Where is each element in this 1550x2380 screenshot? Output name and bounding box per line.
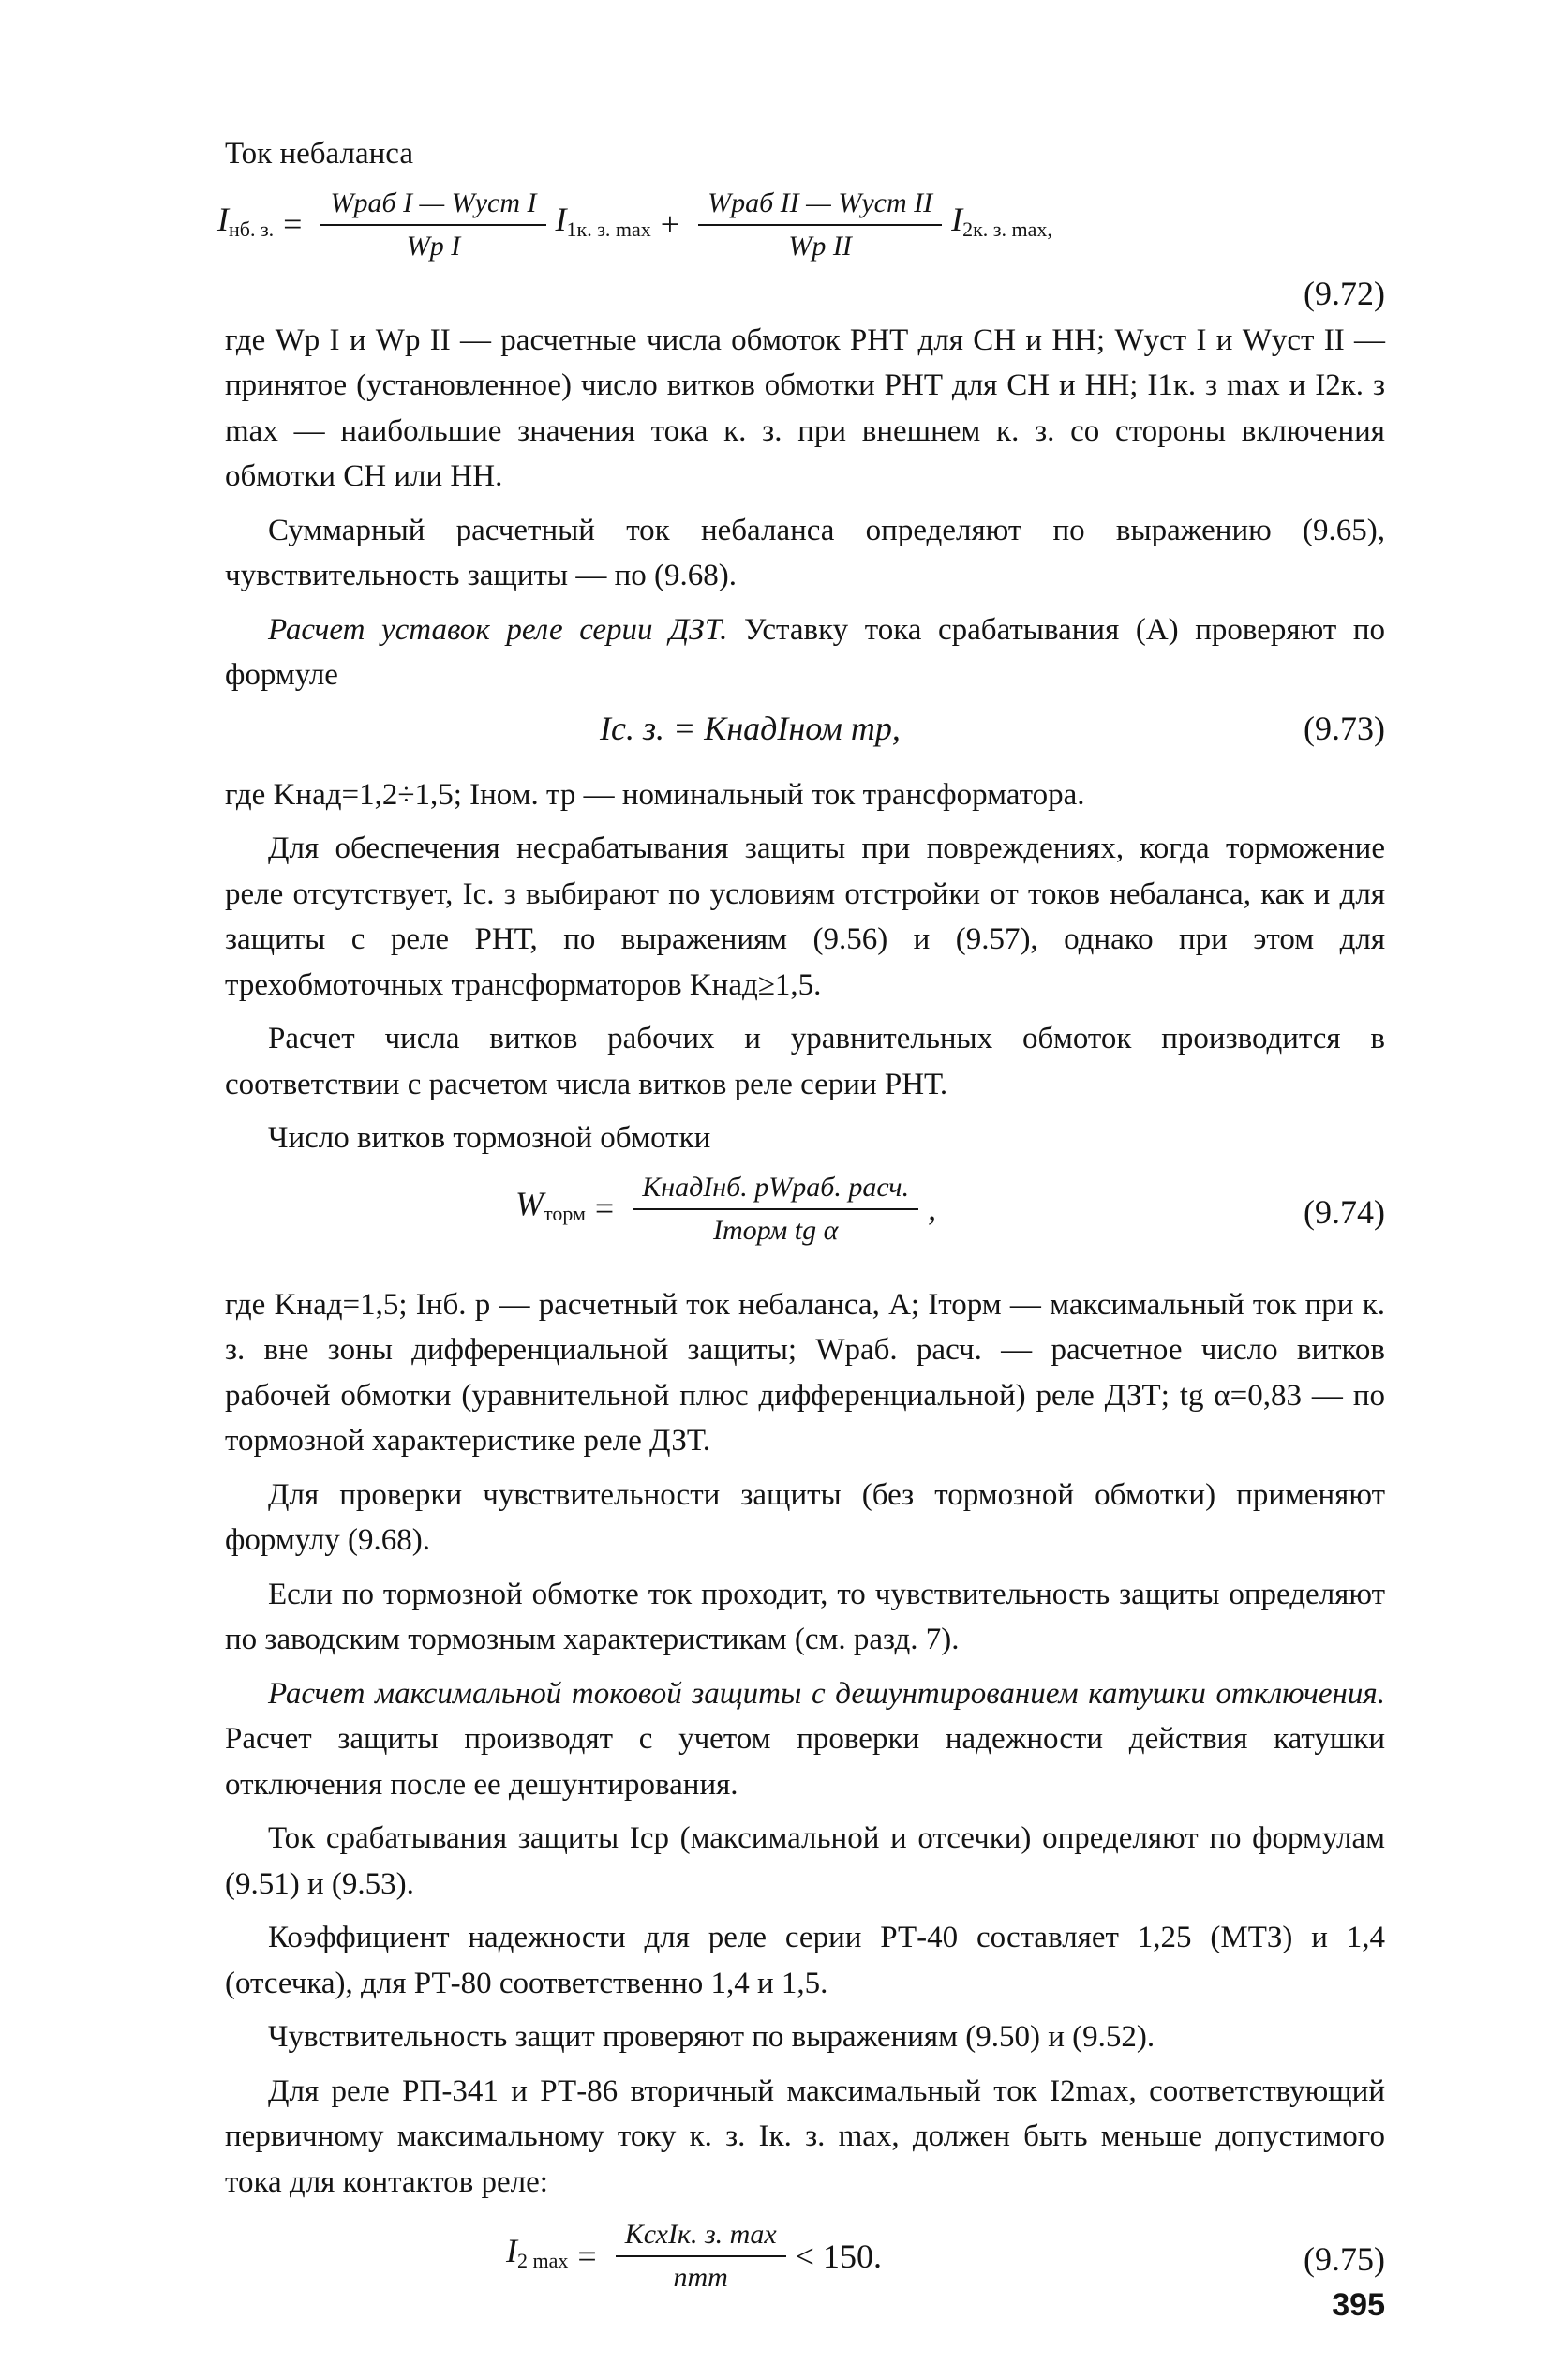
eq972-lhs: $I_{нб. з.}$ <box>217 200 275 241</box>
paragraph-where-974: где Kнад=1,5; Iнб. р — расчетный ток небаланса, А; Iторм — максимальный ток при к. з. вне зоны дифференциальной защиты; Wраб. расч. — расчетное число витков рабочей обмотки (уравнительной плюс дифференциальной) реле ДЗТ; tg α=0,83 — по тормозной характеристике реле ДЗТ. <box>225 1287 1385 1458</box>
eq975-lhs: $I_{2 max}$ <box>506 2232 569 2273</box>
text-column <box>217 131 1385 2317</box>
eq974-denominator: Iторм tg α <box>712 1214 839 1246</box>
equation-9-74 <box>225 1161 1385 1274</box>
eq975-number: (9.75) <box>1304 2240 1385 2278</box>
paragraph-brake-current: Если по тормозной обмотке ток проходит, то чувствительность защиты определяют по заводским тормозным характеристикам (см. разд. 7). <box>225 1577 1385 1656</box>
equation-9-72-body <box>217 187 1052 263</box>
eq975-tail: < 150. <box>795 2237 882 2275</box>
subheading-overcurrent-protection: Расчет максимальной токовой защиты с дешунтированием катушки отключения. <box>268 1676 1385 1711</box>
paragraph-brake-winding-turns: Число витков тормозной обмотки <box>268 1121 711 1155</box>
paragraph-non-operation: Для обеспечения несрабатывания защиты при повреждениях, когда торможение реле отсутствует, Iс. з выбирают по условиям отстройки от токов небаланса, как и для защиты с реле РНТ, по выражениям (9.56) и (9.57), однако при этом для трехобмоточных трансформаторов Kнад≥1,5. <box>225 831 1385 1002</box>
eq972-frac2-numerator: Wраб II — Wуст II <box>698 187 942 226</box>
eq975-fraction <box>616 2218 786 2295</box>
equation-9-75 <box>225 2205 1385 2317</box>
paragraph-protection-sensitivity: Чувствительность защит проверяют по выражениям (9.50) и (9.52). <box>268 2020 1155 2054</box>
eq972-equals: = <box>283 205 303 244</box>
paragraph-overcurrent-protection-text: Расчет защиты производят с учетом проверки надежности действия катушки отключения после ее дешунтирования. <box>225 1722 1385 1802</box>
eq972-fraction-2 <box>698 187 942 263</box>
eq972-frac1-numerator: Wраб I — Wуст I <box>320 187 545 226</box>
eq975-equals: = <box>577 2237 597 2275</box>
equation-9-73 <box>225 698 1385 764</box>
eq974-number: (9.74) <box>1304 1192 1385 1231</box>
subheading-dzt-settings: Расчет уставок реле серии ДЗТ. <box>268 612 728 647</box>
eq974-equals: = <box>594 1190 615 1228</box>
paragraph-relay-rp341: Для реле РП-341 и РТ-86 вторичный максимальный ток I2max, соответствующий первичному максимальному току к. з. Iк. з. max, должен быть меньше допустимого тока для контактов реле: <box>225 2073 1385 2199</box>
eq972-frac2-denominator: Wр II <box>788 230 852 262</box>
paragraph-dzt-settings <box>225 607 1385 698</box>
equation-9-74-body <box>515 1171 936 1248</box>
eq974-numerator: KнадIнб. рWраб. расч. <box>633 1171 918 1210</box>
paragraph-overcurrent-protection <box>225 1671 1385 1808</box>
paragraph-where-973: где Kнад=1,2÷1,5; Iном. тр — номинальный ток трансформатора. <box>225 777 1085 812</box>
eq974-lhs: $W_{торм}$ <box>515 1184 586 1225</box>
heading-imbalance-current: Ток небаланса <box>225 137 413 171</box>
eq972-frac1-denominator: Wр I <box>406 230 461 262</box>
eq972-term-2: $I_{2к. з. max,}$ <box>951 200 1052 241</box>
paragraph-total-imbalance: Суммарный расчетный ток небаланса определяют по выражению (9.65), чувствительность защиты — по (9.68). <box>225 513 1385 592</box>
eq973-number: (9.73) <box>1304 709 1385 747</box>
paragraph-where-972: где Wр I и Wр II — расчетные числа обмоток РНТ для СН и НН; Wуст I и Wуст II — принятое (установленное) число витков обмотки РНТ для СН и НН; I1к. з max и I2к. з max — наибольшие значения тока к. з. при внешнем к. з. со стороны включения обмотки СН или НН. <box>225 322 1385 493</box>
paragraph-sensitivity-check: Для проверки чувствительности защиты (без тормозной обмотки) применяют формулу (9.68). <box>225 1477 1385 1557</box>
eq972-term-1: $I_{1к. з. max}$ <box>555 200 651 241</box>
paragraph-dzt-settings-text: Уставку тока срабатывания (А) проверяют по формуле <box>225 612 1385 692</box>
equation-9-72 <box>217 177 1385 312</box>
eq975-denominator: nтт <box>673 2262 728 2293</box>
eq972-plus: + <box>660 205 680 244</box>
eq975-numerator: KсхIк. з. max <box>616 2218 786 2257</box>
equation-9-75-body <box>506 2218 882 2295</box>
paragraph-pickup-current: Ток срабатывания защиты Iср (максимальной и отсечки) определяют по формулам (9.51) и (9.53). <box>225 1821 1385 1901</box>
paragraph-turns-calculation: Расчет числа витков рабочих и уравнительных обмоток производится в соответствии с расчетом числа витков реле серии РНТ. <box>225 1022 1385 1101</box>
eq972-spacer <box>225 280 1385 318</box>
eq974-fraction <box>633 1171 918 1248</box>
eq972-fraction-1 <box>320 187 545 263</box>
eq974-tail: , <box>928 1190 937 1228</box>
paragraph-reliability-coefficient: Коэффициент надежности для реле серии РТ-40 составляет 1,25 (МТЗ) и 1,4 (отсечка), для РТ-80 соответственно 1,4 и 1,5. <box>225 1921 1385 2000</box>
equation-9-73-body: Iс. з. = KнадIном тр, <box>600 709 901 747</box>
page-number: 395 <box>1332 2287 1385 2323</box>
eq972-number: (9.72) <box>1304 274 1385 312</box>
